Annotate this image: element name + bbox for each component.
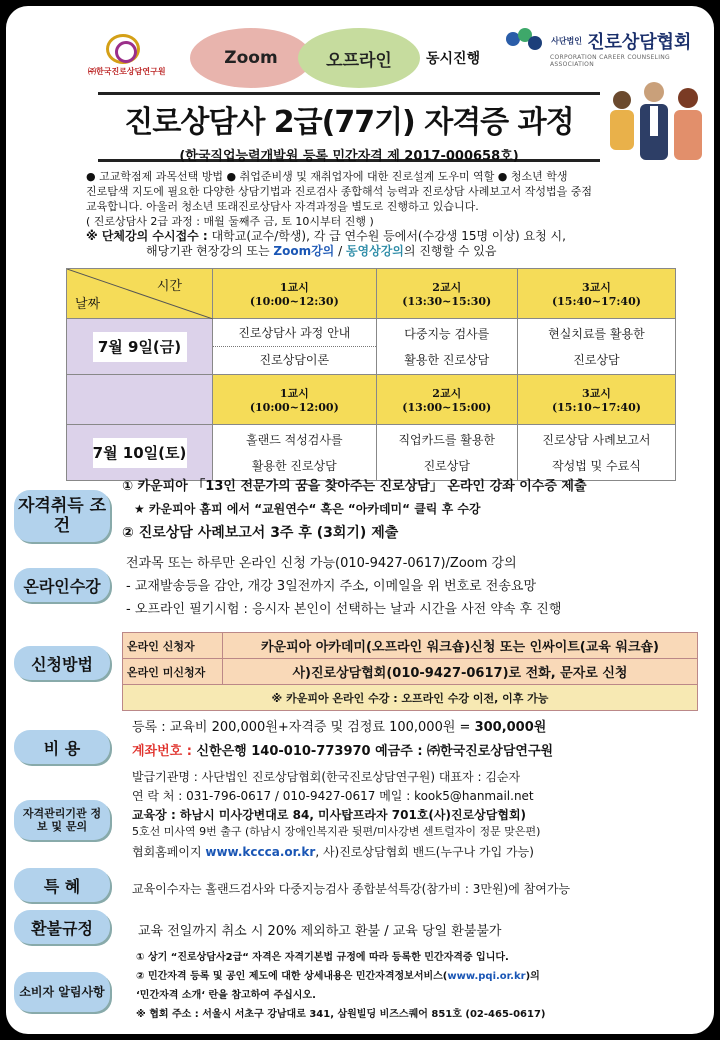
schedule-corner-cell: [67, 269, 213, 319]
class-title: 다중지능 검사를: [404, 326, 490, 341]
offline-pill: 오프라인: [298, 28, 420, 88]
refund-text: 교육 전일까지 취소 시 20% 제외하고 환불 / 교육 당일 환불불가: [138, 924, 502, 939]
class-title: 활용한 진로상담: [251, 458, 337, 473]
account-label: 계좌번호 :: [132, 744, 197, 759]
institute-logo-icon: [106, 34, 140, 64]
association-logo-icon: [506, 28, 546, 54]
apply-value: 사)진로상담협회(010-9427-0617)로 전화, 문자로 신청: [223, 659, 698, 685]
consumer-text: [136, 948, 711, 1024]
qualification-line: ② 진로상담 사례보고서 3주 후 (3회기) 제출: [122, 525, 399, 541]
class-cell: [517, 425, 675, 481]
schedule-table: [66, 268, 676, 481]
info-text: [132, 768, 712, 862]
spacer-cell: [67, 375, 213, 425]
period-header: [376, 269, 517, 319]
consumer-line: ‘민간자격 소개‘ 란을 참고하여 주십시오.: [136, 990, 316, 1001]
association-logo: [506, 28, 706, 78]
qualification-line: ★ 카운피아 홈피 에서 “교원연수“ 혹은 “아카데미“ 클릭 후 수강: [134, 502, 481, 516]
day1-date: 7월 9일(금): [93, 332, 187, 362]
period-name: 1교시: [279, 387, 309, 400]
class-cell: [517, 319, 675, 375]
info-line: 교육장 : 하남시 미사강변대로 84, 미사탑프라자 701호(사)진로상담협회): [132, 808, 527, 822]
period-time: (15:10~17:40): [551, 401, 641, 414]
time-label: 시간: [156, 279, 182, 294]
section-label-consumer: 소비자 알림사항: [14, 972, 110, 1012]
online-line: - 오프라인 필기시험 : 응시자 본인이 선택하는 날과 시간을 사전 약속 후 진행: [126, 602, 562, 617]
qualification-line: ① 카운피아 「13인 전문가의 꿈을 찾아주는 진로상담」 온라인 강좌 이수증 제출: [122, 479, 587, 494]
pqi-link[interactable]: www.pqi.or.kr: [447, 971, 526, 982]
period-time: (10:00~12:00): [249, 401, 339, 414]
apply-key: 온라인 신청자: [123, 633, 223, 659]
period-header: [213, 375, 377, 425]
people-illustration: [604, 78, 708, 164]
intro-line: 진로탐색 지도에 필요한 다양한 상담기법과 진로검사 종합해석 능력과 진로상담 사례보고서 작성법을 중점: [86, 185, 593, 198]
class-cell: [213, 425, 377, 481]
consumer-line: ※ 협회 주소 : 서울시 서초구 강남대로 341, 삼원빌딩 비즈스퀘어 851호 (02-465-0617): [136, 1009, 546, 1020]
holder-label: 예금주 :: [370, 744, 428, 759]
period-name: 3교시: [582, 281, 611, 294]
consumer-line: ② 민간자격 등록 및 공인 제도에 대한 상세내용은 민간자격정보서비스(: [136, 971, 448, 982]
section-label-online: 온라인수강: [14, 568, 110, 602]
association-prefix: 사단법인: [551, 36, 583, 46]
intro-line: ● 고교학점제 과목선택 방법 ● 취업준비생 및 재취업자에 대한 진로설계 도우미 역할 ● 청소년 학생: [86, 170, 568, 183]
holder-name: ㈜한국진로상담연구원: [427, 744, 554, 759]
period-header: [517, 375, 675, 425]
period-header: [213, 269, 377, 319]
period-time: (10:00~12:30): [249, 295, 339, 308]
class-title: 진로상담사 과정 안내: [213, 320, 376, 347]
day2-date: 7월 10일(토): [93, 438, 187, 468]
period-name: 2교시: [432, 387, 462, 400]
intro-line: 교육합니다. 아울러 청소년 또래진로상담사 자격과정을 별도로 진행하고 있습니다.: [86, 200, 479, 213]
period-header: [517, 269, 675, 319]
page-subtitle: (한국직업능력개발원 등록 민간자격 제 2017-000658호): [179, 149, 519, 164]
association-name-en: CORPORATION CAREER COUNSELING ASSOCIATION: [550, 54, 671, 68]
account-number: 신한은행 140-010-773970: [196, 744, 371, 759]
period-time: (15:40~17:40): [551, 295, 641, 308]
page-title: 진로상담사 2급(77기) 자격증 과정: [124, 105, 574, 140]
section-label-info: 자격관리기관 정보 및 문의: [14, 800, 110, 840]
institute-logo: [88, 34, 166, 80]
apply-value: 카운피아 아카데미(오프라인 워크숍)신청 또는 인싸이트(교육 워크숍): [223, 633, 698, 659]
info-line: 5호선 미사역 9번 출구 (하남시 장애인복지관 뒷편/미사강변 센트럴자이 정문 맞은편): [132, 825, 541, 838]
section-label-cost: 비 용: [14, 730, 110, 764]
cost-line: 등록 : 교육비 200,000원+자격증 및 검정료 100,000원 =: [132, 720, 475, 735]
intro-text: [86, 169, 666, 259]
section-label-refund: 환불규정: [14, 910, 110, 944]
class-title: 진로상담 사례보고서: [542, 432, 651, 447]
class-title: 진로상담: [423, 458, 470, 473]
online-line: - 교재발송등을 감안, 개강 3일전까지 주소, 이메일을 위 번호로 전송요망: [126, 579, 537, 594]
zoom-pill: Zoom: [190, 28, 312, 88]
online-text: [126, 552, 714, 621]
online-line: 전과목 또는 하루만 온라인 신청 가능(010-9427-0617)/Zoom 강의: [126, 556, 517, 571]
day-cell: [67, 319, 213, 375]
day-cell: [67, 425, 213, 481]
section-label-qualification: 자격취득 조건: [14, 490, 110, 542]
benefit-text: 교육이수자는 홀랜드검사와 다중지능검사 종합분석특강(참가비 : 3만원)에 참여가능: [132, 882, 571, 896]
class-cell: [213, 319, 377, 375]
apply-key: 온라인 미신청자: [123, 659, 223, 685]
institute-name: ㈜한국진로상담연구원: [88, 67, 166, 76]
slash: /: [334, 244, 346, 258]
info-line: 연 락 처 : 031-796-0617 / 010-9427-0617 메일 : kook5@hanmail.net: [132, 789, 534, 803]
period-time: (13:30~15:30): [402, 295, 492, 308]
apply-table: [122, 632, 698, 711]
period-header: [376, 375, 517, 425]
section-label-benefit: 특 혜: [14, 868, 110, 902]
class-title: 직업카드를 활용한: [398, 432, 496, 447]
class-title: 진로상담이론: [259, 353, 330, 367]
zoom-lecture-text: Zoom강의: [273, 244, 335, 258]
cost-total: 300,000원: [474, 720, 547, 735]
qualification-text: [122, 476, 712, 544]
period-name: 1교시: [279, 281, 309, 294]
class-cell: [376, 319, 517, 375]
flyer-page: [6, 6, 714, 1034]
class-title: 현실치료를 활용한: [548, 326, 645, 341]
class-title: 활용한 진로상담: [404, 352, 490, 367]
class-title: 작성법 및 수료식: [552, 458, 641, 473]
period-time: (13:00~15:00): [402, 401, 492, 414]
website-link[interactable]: www.kccca.or.kr: [205, 845, 316, 859]
cost-text: [132, 716, 712, 764]
period-name: 3교시: [582, 387, 611, 400]
intro-line: 해당기관 현장강의 또는: [146, 244, 274, 258]
info-line: 협회홈페이지: [132, 845, 206, 859]
info-line: , 사)진로상담협회 밴드(누구나 가입 가능): [315, 845, 534, 859]
group-lecture-text: 대학교(교수/학생), 각 급 연수원 등에서(수강생 15명 이상) 요청 시,: [207, 229, 566, 243]
class-title: 진로상담: [573, 352, 620, 367]
section-label-apply: 신청방법: [14, 646, 110, 680]
simultaneous-label: 동시진행: [426, 51, 481, 67]
class-cell: [376, 425, 517, 481]
period-name: 2교시: [432, 281, 462, 294]
info-line: 발급기관명 : 사단법인 진로상담협회(한국진로상담연구원) 대표자 : 김순자: [132, 770, 521, 784]
intro-line: 의 진행할 수 있음: [403, 244, 497, 258]
class-title: 홀랜드 적성검사를: [246, 432, 343, 447]
association-name: 진로상담협회: [587, 32, 692, 53]
intro-schedule-note: ( 진로상담사 2급 과정 : 매월 둘째주 금, 토 10시부터 진행 ): [86, 215, 374, 228]
video-lecture-text: 동영상강의: [345, 244, 404, 258]
apply-note: ※ 카운피아 온라인 수강 : 오프라인 수강 이전, 이후 가능: [123, 685, 698, 711]
consumer-line: ① 상기 “진로상담사2급“ 자격은 자격기본법 규정에 따라 등록한 민간자격증 입니다.: [136, 952, 509, 963]
date-label: 날짜: [75, 297, 101, 312]
title-box: [98, 92, 600, 162]
group-lecture-label: ※ 단체강의 수시접수 :: [86, 229, 208, 243]
consumer-line: )의: [525, 971, 540, 982]
